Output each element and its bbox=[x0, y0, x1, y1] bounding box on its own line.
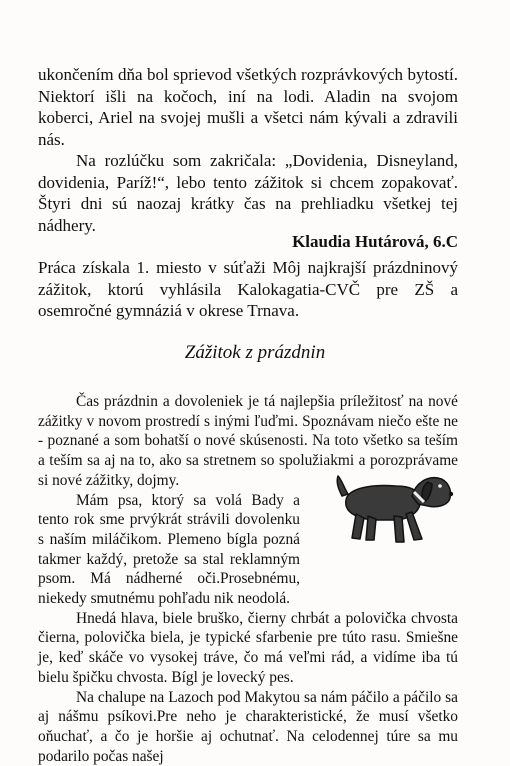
story-body bbox=[38, 392, 458, 766]
top-paragraph: ukončením dňa bol sprievod všetkých rozprávkových bytostí. Niektorí išli na kočoch, iní na lodi. Aladin na svojom koberci, Ariel na svojej mušli a všetci nám kývali a zdravili nás. bbox=[38, 65, 458, 149]
award-note: Práca získala 1. miesto v súťaži Môj najkrajší prázdninový zážitok, ktorú vyhlásila Kalokagatia-CVČ pre ZŠ a osemročné gymnáziá v okrese Trnava. bbox=[38, 258, 458, 320]
story-paragraph-4: Na chalupe na Lazoch pod Makytou sa nám páčilo a páčilo sa aj nášmu psíkovi.Pre neho je charakteristické, že musí všetko oňuchať, a čo je horšie aj ochutnať. Na celodennej túre sa mu podarilo počas našej bbox=[38, 688, 458, 765]
award-note-block bbox=[38, 257, 458, 322]
top-text-block bbox=[38, 64, 458, 236]
dog-icon bbox=[332, 462, 456, 548]
story-title: Zážitok z prázdnin bbox=[184, 342, 326, 363]
author-name: Klaudia Hutárová, 6.C bbox=[292, 232, 458, 251]
story-paragraph-1: Čas prázdnin a dovoleniek je tá najlepšia príležitosť na nové zážitky v novom prostredí s inými ľuďmi. Spoznávam niečo ešte ne - poznané a som bohatší o nové skúsenosti. Na toto všetko sa teším a teším sa aj na to, ako sa stretnem so spolužiakmi a porozprávame si nové zážitky, dojmy. bbox=[38, 393, 458, 489]
story-paragraph-2: Mám psa, ktorý sa volá Bady a tento rok sme prvýkrát strávili dovolenku s naším miláčikom. Plemeno bígla pozná takmer každý, pretože sa stal reklamným psom. Má nádherné oči.Prosebnému, niekedy smutnému pohľadu nik neodolá. bbox=[38, 491, 300, 608]
farewell-paragraph: Na rozlúčku som zakričala: „Dovidenia, Disneyland, dovidenia, Paríž!“, lebo tento zážitok si chcem zopakovať. Štyri dni sú naozaj krátky čas na prehliadku všetkej tej nádhery. bbox=[38, 151, 458, 235]
story-paragraph-3: Hnedá hlava, biele bruško, čierny chrbát a polovička chvosta čierna, polovička biela, je typické sfarbenie pre túto rasu. Smiešne je, keď skáče vo vysokej tráve, čo má veľmi rád, a vidíme iba tú bielu špičku chvosta. Bígl je lovecký pes. bbox=[38, 609, 458, 686]
